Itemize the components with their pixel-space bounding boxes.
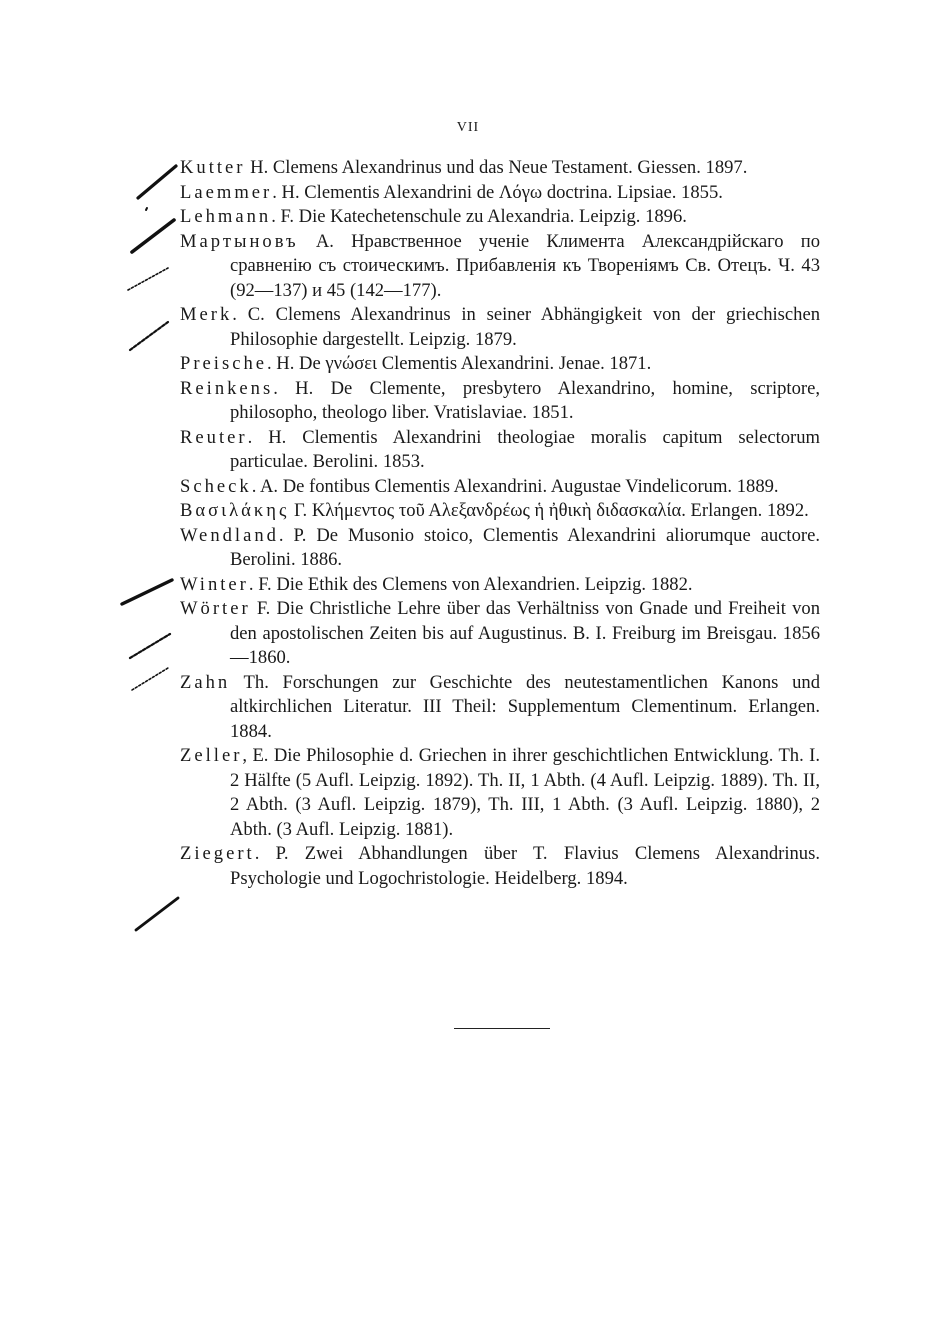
bibliography-entry	[180, 524, 820, 573]
entry-author: Βασιλάκης	[180, 500, 290, 521]
entry-text: F. Die Christliche Lehre über das Verhältniss von Gnade und Freiheit von den apostolischen Zeiten bis auf Augustinus. B. I. Freiburg im Breisgau. 1856—1860.	[230, 598, 820, 668]
bibliography-entry	[180, 573, 820, 598]
entry-text: . F. Die Katechetenschule zu Alexandria. Leipzig. 1896.	[271, 206, 687, 227]
entry-author: Preische	[180, 353, 267, 374]
entry-text: Th. Forschungen zur Geschichte des neutestamentlichen Kanons und altkirchlichen Literatur. III Theil: Supplementum Clementinum. Erlangen. 1884.	[230, 671, 820, 742]
bibliography-entry	[180, 230, 820, 304]
closing-rule	[454, 1028, 550, 1029]
bibliography-entry	[180, 499, 820, 524]
pencil-dot-mark	[146, 208, 147, 210]
bibliography-entry	[180, 352, 820, 377]
pencil-tick-mark	[138, 166, 176, 198]
entry-author: Wörter	[180, 598, 251, 619]
pencil-tick-mark	[132, 220, 174, 252]
entry-text: H. Clemens Alexandrinus und das Neue Testament. Giessen. 1897.	[245, 157, 748, 178]
bibliography-entry	[180, 377, 820, 426]
pencil-tick-mark	[136, 898, 178, 930]
entry-author: Zeller	[180, 745, 243, 766]
pencil-tick-mark	[130, 322, 168, 350]
entry-author: Scheck	[180, 475, 252, 497]
entry-text: А. Нравственное ученіе Климента Александрійскаго по сравненію съ стоическимъ. Прибавленія къ Твореніямъ Св. Отецъ. Ч. 43 (92—137) и 45 (142—177).	[230, 230, 820, 301]
entry-author: Laemmer	[180, 181, 273, 203]
entry-author: Wendland	[180, 524, 279, 546]
bibliography-entry	[180, 426, 820, 475]
entry-author: Kutter	[180, 157, 246, 178]
entry-text: . H. Clementis Alexandrini theologiae moralis capitum selectorum particulae. Berolini. 1853.	[230, 426, 820, 472]
bibliography-entry	[180, 475, 820, 500]
entry-text: . H. De γνώσει Clementis Alexandrini. Jenae. 1871.	[267, 353, 652, 374]
entry-text: . P. Zwei Abhandlungen über T. Flavius Clemens Alexandrinus. Psychologie und Logochristologie. Heidelberg. 1894.	[230, 843, 820, 889]
entry-author: Winter	[180, 573, 249, 595]
bibliography-list	[180, 156, 820, 891]
entry-text: . F. Die Ethik des Clemens von Alexandrien. Leipzig. 1882.	[248, 573, 693, 595]
bibliography-entry	[180, 744, 820, 842]
entry-author: Мартыновъ	[180, 230, 299, 252]
entry-author: Ziegert	[180, 843, 255, 864]
bibliography-entry	[180, 671, 820, 745]
entry-text: . H. Clementis Alexandrini de Λόγω doctrina. Lipsiae. 1855.	[272, 181, 723, 203]
entry-text: , E. Die Philosophie d. Griechen in ihrer geschichtlichen Entwicklung. Th. I. 2 Hälfte (5 Aufl. Leipzig. 1892). Th. II, 1 Abth. (4 Aufl. Leipzig. 1889). Th. II, 2 Abth. (3 Aufl. Leipzig. 1879), Th. III, 1 Abth. (3 Aufl. Leipzig. 1880), 2 Abth. (3 Aufl. Leipzig. 1881).	[230, 745, 820, 840]
entry-author: Lehmann	[180, 206, 272, 227]
bibliography-entry	[180, 205, 820, 230]
pencil-tick-mark	[132, 668, 168, 690]
pencil-tick-mark	[122, 580, 172, 604]
entry-author: Reuter	[180, 426, 248, 448]
entry-text: . P. De Musonio stoico, Clementis Alexandrini aliorumque auctore. Berolini. 1886.	[230, 524, 820, 570]
entry-author: Zahn	[180, 671, 231, 693]
bibliography-entry	[180, 181, 820, 206]
entry-text: . A. De fontibus Clementis Alexandrini. Augustae Vindelicorum. 1889.	[251, 475, 779, 497]
entry-author: Merk	[180, 304, 233, 325]
entry-text: Γ. Κλήμεντος τοῦ Αλεξανδρέως ἡ ἠθικὴ διδασκαλία. Erlangen. 1892.	[289, 500, 809, 521]
entry-text: . C. Clemens Alexandrinus in seiner Abhängigkeit von der griechischen Philosophie dargestellt. Leipzig. 1879.	[230, 304, 820, 350]
bibliography-entry	[180, 842, 820, 891]
bibliography-entry	[180, 156, 820, 181]
pencil-tick-mark	[130, 634, 170, 658]
entry-author: Reinkens	[180, 377, 274, 399]
pencil-tick-mark	[128, 268, 168, 290]
entry-text: . H. De Clemente, presbytero Alexandrino, homine, scriptore, philosopho, theologo liber. Vratislaviae. 1851.	[230, 377, 820, 423]
bibliography-entry	[180, 597, 820, 671]
bibliography-entry	[180, 303, 820, 352]
page-number: VII	[456, 120, 480, 135]
